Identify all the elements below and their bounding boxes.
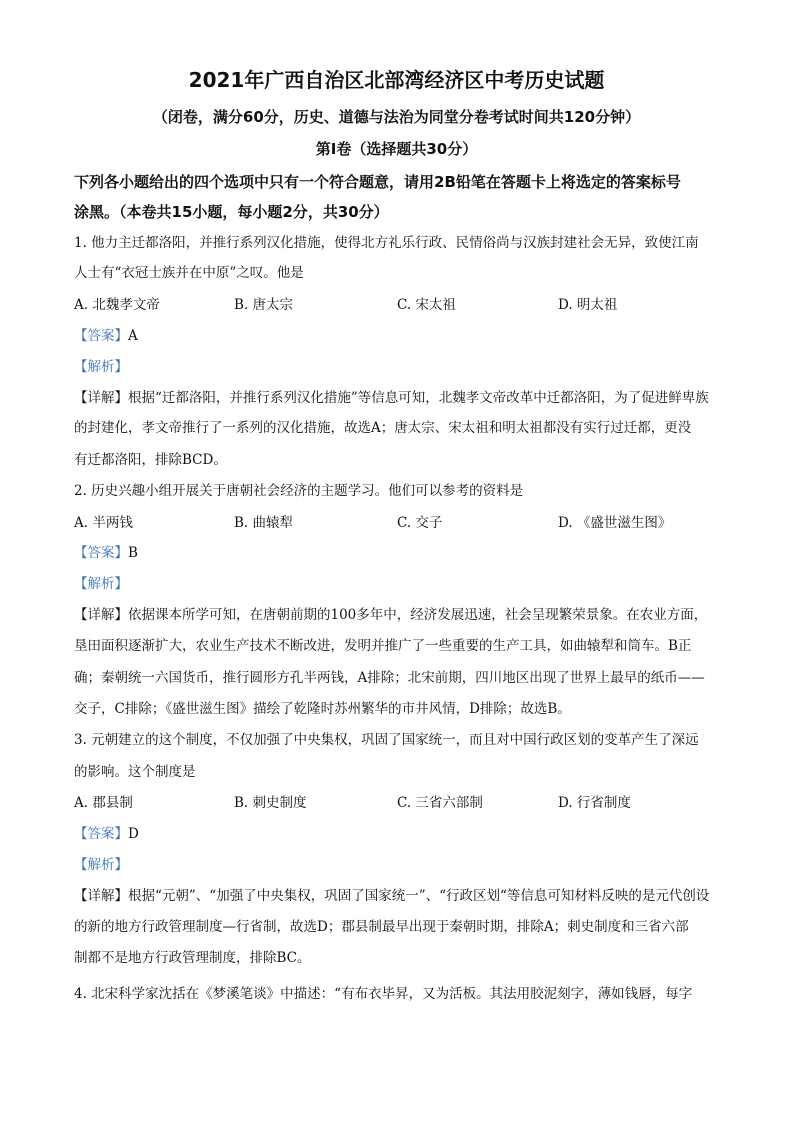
q3-option-b: B. 刺史制度	[234, 795, 307, 811]
q2-detail-line-1	[74, 605, 724, 625]
instructions-line-1: 下列各小题给出的四个选项中只有一个符合题意，请用2B铅笔在答题卡上将选定的答案标号	[74, 173, 681, 191]
q3-option-d: D. 行省制度	[558, 795, 631, 811]
detail-text: 根据“元朝”、“加强了中央集权，巩固了国家统一”、“行政区划“等信息可知材料反映的是元代创设	[128, 888, 710, 904]
q2-detail-line-2: 垦田面积逐渐扩大，农业生产技术不断改进，发明并推广了一些重要的生产工具，如曲辕犁和筒车。B正	[74, 638, 692, 654]
q1-stem-line-1: 1. 他力主迁都洛阳，并推行系列汉化措施，使得北方礼乐行政、民情俗尚与汉族封建社会无异，致使江南	[74, 235, 699, 251]
exam-subtitle: （闭卷，满分60分，历史、道德与法治为同堂分卷考试时间共120分钟）	[152, 108, 641, 126]
q1-option-a: A. 北魏孝文帝	[74, 297, 160, 313]
q2-option-b: B. 曲辕犁	[234, 515, 294, 531]
q3-option-c: C. 三省六部制	[397, 795, 483, 811]
answer-value: A	[128, 328, 138, 344]
q2-analysis-label: 【解析】	[74, 576, 128, 592]
q1-detail-line-2: 的封建化，孝文帝推行了一系列的汉化措施，故选A；唐太宗、宋太祖和明太祖都没有实行过迁都，更没	[74, 420, 692, 436]
q2-detail-line-4: 交子，C排除；《盛世滋生图》描绘了乾隆时苏州繁华的市井风情，D排除；故选B。	[74, 701, 571, 717]
q2-option-d: D. 《盛世滋生图》	[558, 515, 672, 531]
q2-option-c: C. 交子	[397, 515, 443, 531]
q1-option-b: B. 唐太宗	[234, 297, 294, 313]
answer-label: 【答案】	[74, 826, 128, 842]
q1-answer	[74, 326, 724, 346]
q3-stem-line-1: 3. 元朝建立的这个制度，不仅加强了中央集权，巩固了国家统一，而且对中国行政区划的变革产生了深远	[74, 732, 699, 748]
q1-detail-line-1	[74, 388, 724, 408]
q3-detail-line-1	[74, 886, 724, 906]
detail-label: 【详解】	[74, 390, 128, 406]
q3-detail-line-3: 制都不是地方行政管理制度，排除BC。	[74, 950, 311, 966]
detail-text: 依据课本所学可知，在唐朝前期的100多年中，经济发展迅速，社会呈现繁荣景象。在农业方面，	[128, 607, 708, 623]
answer-value: B	[128, 545, 138, 561]
answer-label: 【答案】	[74, 328, 128, 344]
detail-label: 【详解】	[74, 607, 128, 623]
q3-answer	[74, 824, 724, 844]
q1-option-c: C. 宋太祖	[397, 297, 456, 313]
answer-label: 【答案】	[74, 545, 128, 561]
q2-detail-line-3: 确；秦朝统一六国货币，推行圆形方孔半两钱，A排除；北宋前期，四川地区出现了世界上最早的纸币——	[74, 670, 705, 686]
q3-option-a: A. 郡县制	[74, 795, 133, 811]
q1-option-d: D. 明太祖	[558, 297, 618, 313]
exam-title: 2021年广西自治区北部湾经济区中考历史试题	[188, 68, 605, 92]
q2-stem-line-1: 2. 历史兴趣小组开展关于唐朝社会经济的主题学习。他们可以参考的资料是	[74, 483, 524, 499]
q3-analysis-label: 【解析】	[74, 857, 128, 873]
section-heading: 第Ⅰ卷（选择题共30分）	[315, 140, 478, 158]
q3-stem-line-2: 的影响。这个制度是	[74, 764, 196, 780]
q1-analysis-label: 【解析】	[74, 359, 128, 375]
q2-option-a: A. 半两钱	[74, 515, 133, 531]
detail-label: 【详解】	[74, 888, 128, 904]
q3-detail-line-2: 的新的地方行政管理制度—行省制，故选D；郡县制最早出现于秦朝时期，排除A；刺史制度和三省六部	[74, 919, 689, 935]
instructions-line-2: 涂黑。（本卷共15小题，每小题2分，共30分）	[74, 203, 389, 221]
detail-text: 根据“迁都洛阳，并推行系列汉化措施”等信息可知，北魏孝文帝改革中迁都洛阳，为了促进鲜卑族	[128, 390, 709, 406]
q4-stem-line-1: 4. 北宋科学家沈括在《梦溪笔谈》中描述：“有布衣毕昇，又为活板。其法用胶泥刻字，薄如钱唇，每字	[74, 986, 693, 1002]
q2-answer	[74, 543, 724, 563]
q1-stem-line-2: 人士有“衣冠士族并在中原”之叹。他是	[74, 265, 304, 281]
q1-detail-line-3: 有迁都洛阳，排除BCD。	[74, 452, 227, 468]
answer-value: D	[128, 826, 139, 842]
